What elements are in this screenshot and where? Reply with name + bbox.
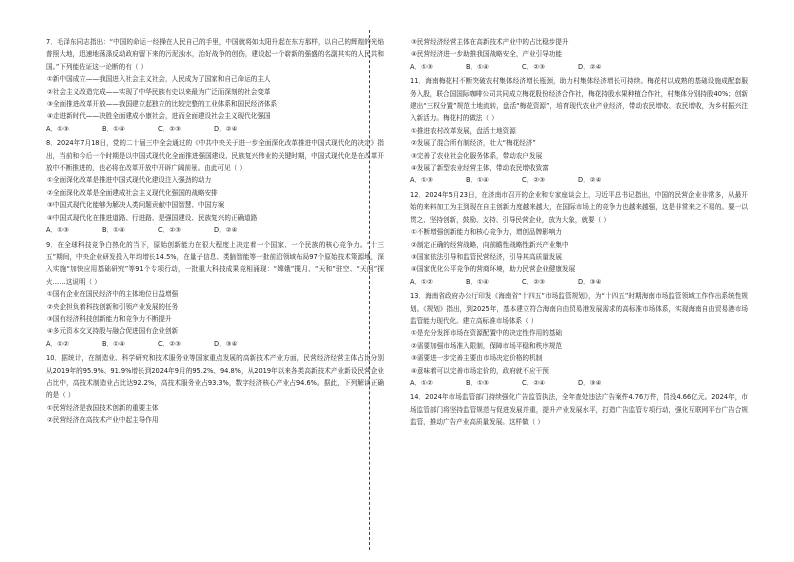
answer-a: A．①③	[410, 62, 433, 71]
option-4: ④中国式现代化在推进道路、行进路、是强国建设、民族复兴的正确道路	[47, 213, 258, 222]
option-3: ③国家依法引导和监管民营经济，引导其高质量发展	[411, 252, 562, 261]
option-4: ④发展了新型农业经营主体，带动农民增收致富	[411, 164, 549, 173]
option-1: ①新中国成立——我国进入社会主义社会，人民成为了国家和自己命运的主人	[47, 75, 271, 84]
question-12	[410, 189, 748, 288]
answer-choices	[410, 61, 748, 73]
option-3: ③完善了农业社会化服务体系，带动农户发展	[411, 151, 543, 160]
option-4: ④多元资本交叉持股与融合促进国有企业创新	[47, 327, 179, 336]
question-11	[410, 75, 748, 187]
option-2: ②央企担负着科技创新和引领产业发展的任务	[47, 302, 179, 311]
option-2: ②需要加强市场准入限制，保障市场平稳和秩序规范	[411, 341, 562, 350]
question-stem: 11．海南梅花村不断突破农村集体经济增长瓶颈，助力村集体经济增长可持续。梅花村以成熟的基础设施成配套服务入股，联合国国际咖啡公司共同成立梅花股份经济合作社，梅花持股水果种植合作社，村集体分别持股40%；创新建出“三权分置”规范土地流转，盘活“梅花资源”，培育现代农业产业经济，带动农民增收、农民增收，为乡村振兴注入新活力。梅花村的做法（ ）	[410, 77, 748, 123]
answer-a: A．①③	[410, 176, 433, 185]
answer-choices	[46, 224, 384, 236]
answer-c: C．②③	[158, 226, 182, 235]
option-2: ②社会主义改造完成——实现了中华民族有史以来最为广泛而深刻的社会变革	[47, 87, 271, 96]
answer-d: D．②④	[214, 124, 238, 133]
left-column	[46, 36, 384, 429]
question-13	[410, 290, 748, 389]
option-4: ④国家优化公平竞争的营商环境，助力民营企业健康发展	[411, 265, 576, 274]
answer-choices	[46, 123, 384, 135]
right-column	[410, 36, 748, 431]
option-4: ④意味着可以完善市场定价的，政府就不应干预	[411, 366, 549, 375]
option-1: ①推进农村改革发展，盘活土地资源	[411, 126, 516, 135]
question-10-continued	[410, 36, 748, 73]
answer-b: B．①④	[466, 62, 489, 71]
option-1: ①不断增强创新能力和核心竞争力，增创品牌影响力	[411, 228, 562, 237]
answer-a: A．①②	[46, 339, 69, 348]
answer-c: C．②③	[522, 176, 546, 185]
answer-b: B．①④	[102, 339, 125, 348]
question-stem: 12．2024年5月23日，在济南市召开的企业和专家座谈会上，习近平总书记指出，中国的民营企业非常多，从最开始的来料加工为主到现在自主创新力度越来越大，在国际市场上的竞争力也越来越强，这是非常来之不易的。要一以贯之、坚持创新，鼓励、支持、引导民营企业，放为大象，就要（ ）	[410, 190, 748, 224]
option-3: ③国有经济科技创新能力和竞争力不断提升	[47, 314, 172, 323]
answer-b: B．①④	[466, 277, 489, 286]
option-3: ③需要进一步完善主要由市场决定价格的机制	[411, 354, 543, 363]
answer-c: C．②③	[522, 277, 546, 286]
option-3: ③全面推进改革开放——我国建立起独立的比较完整的工业体系和国民经济体系	[47, 100, 278, 109]
option-1: ①全面深化改革是推进中国式现代化建设注入强劲的动力	[47, 176, 212, 185]
option-2: ②发展了混合所有制经济，壮大“梅花经济”	[411, 139, 536, 148]
option-4: ④民营经济进一步助推我国战略安全，产业引导功能	[411, 50, 562, 59]
answer-c: C．②③	[158, 339, 182, 348]
option-1: ①国有企业在国民经济中的主体地位日益增强	[47, 290, 179, 299]
question-10	[46, 352, 384, 426]
option-1: ①是充分发挥市场在资源配置中的决定性作用的基础	[411, 329, 562, 338]
answer-a: A．①②	[410, 277, 433, 286]
answer-choices	[46, 338, 384, 350]
question-14	[410, 391, 748, 428]
option-2: ②全面深化改革是全面建成社会主义现代化强国的战略安排	[47, 188, 218, 197]
question-7	[46, 36, 384, 135]
question-stem: 7．毛泽东同志指出：“中国的命运一经操在人民自己的手里，中国就将如太阳升起在东方那样，以自己的辉煌的光焰普照大地，迅速地荡涤反动政府留下来的污泥浊水，治好战争的创伤，建设起一个崭新的强盛的名副其实的人民共和国。”下列能佐证这一论断的有（ ）	[46, 38, 384, 71]
answer-a: A．①②	[410, 378, 433, 387]
answer-a: A．①③	[46, 124, 69, 133]
question-stem: 14．2024年市场监管部门持续强化广告监管执法，全年查处违法广告案件4.76万件，罚没4.66亿元。2024年，市场监管部门将坚持监管规范与促进发展并重，提升产业发展水平，打造广告监管专项行动，强化互联网平台广告合规监管，推动广告产业高质量发展。这样做（ ）	[410, 393, 748, 427]
question-stem: 8．2024年7月18日，党的二十届三中全会通过的《中共中央关于进一步全面深化改革推进中国式现代化的决定》指出，当前和今后一个时期是以中国式现代化全面推进强国建设、民族复兴伟业的关键时期，中国式现代化是在改革开放中不断推进的，也必将在改革开放中开辟广阔前景。由此可见（ ）	[46, 139, 384, 173]
answer-c: C．②③	[158, 124, 182, 133]
option-4: ④走进新时代——决胜全面建成小康社会，进而全面建设社会主义现代化强国	[47, 112, 271, 121]
answer-d: D．②④	[214, 226, 238, 235]
answer-d: D．③④	[578, 277, 602, 286]
question-stem: 10．据统计，在制造业、科学研究和技术服务业等国家重点发展的高新技术产业方面，民营经济经营主体占比分别从2019年的95.9%、91.9%增长到2024年9月的95.2%、94.8%，从2019年以来各类高新技术产业新设民营企业占比中，高技术制造业占比达92.2%，高技术服务业占93.3%，数字经济核心产业占94.6%。据此，下列解读正确的是（ ）	[46, 354, 384, 400]
answer-d: D．②④	[578, 62, 602, 71]
question-9	[46, 239, 384, 351]
question-8	[46, 137, 384, 236]
answer-d: D．③④	[214, 339, 238, 348]
answer-b: B．①④	[466, 176, 489, 185]
option-3: ③民营经济经营主体在高新技术产业中的占比稳步提升	[411, 38, 569, 46]
answer-choices	[410, 377, 748, 389]
option-2: ②制定正确的经营战略，向前瞻性战略性新兴产业集中	[411, 240, 569, 249]
option-1: ①民营经济是我国技术创新的重要主体	[47, 403, 159, 412]
answer-choices	[410, 276, 748, 288]
answer-d: D．③④	[578, 378, 602, 387]
column-divider	[369, 30, 370, 550]
question-stem: 13．海南省政府办公厅印发《海南省“十四五”市场监管规划》，为“十四五”时期海南市场监管领域工作作出系统性规划。《规划》指出，到2025年，基本建立符合海南自由贸易港发展需求的高标准市场体系，实现海南自由贸易港市场监管能力现代化。建立高标准市场体系（ ）	[410, 292, 748, 325]
answer-choices	[410, 174, 748, 186]
answer-b: B．①④	[102, 226, 125, 235]
answer-d: D．②④	[578, 176, 602, 185]
answer-b: B．①④	[102, 124, 125, 133]
question-stem: 9．在全球科技竞争白热化的当下，原始创新能力在很大程度上决定着一个国家、一个民族的核心竞争力。“十三五”期间，中央企业研发投入年均增长14.5%，在量子信息、类脑智能等一批前沿领域布局97个原始技术策源地，深入实施“加快应用基础研究”等91个专项行动，一批重大科技成果竞相涌现：“嫦娥”揽月、“天和”驻空、“天问”探火……这说明（ ）	[46, 240, 384, 286]
answer-a: A．①③	[46, 226, 69, 235]
answer-b: B．①③	[466, 378, 489, 387]
option-2: ②民营经济在高技术产业中起主导作用	[47, 416, 159, 425]
option-3: ③中国式现代化能够为解决人类问题贡献中国智慧、中国方案	[47, 201, 225, 210]
answer-c: C．②④	[522, 378, 546, 387]
answer-c: C．②③	[522, 62, 546, 71]
